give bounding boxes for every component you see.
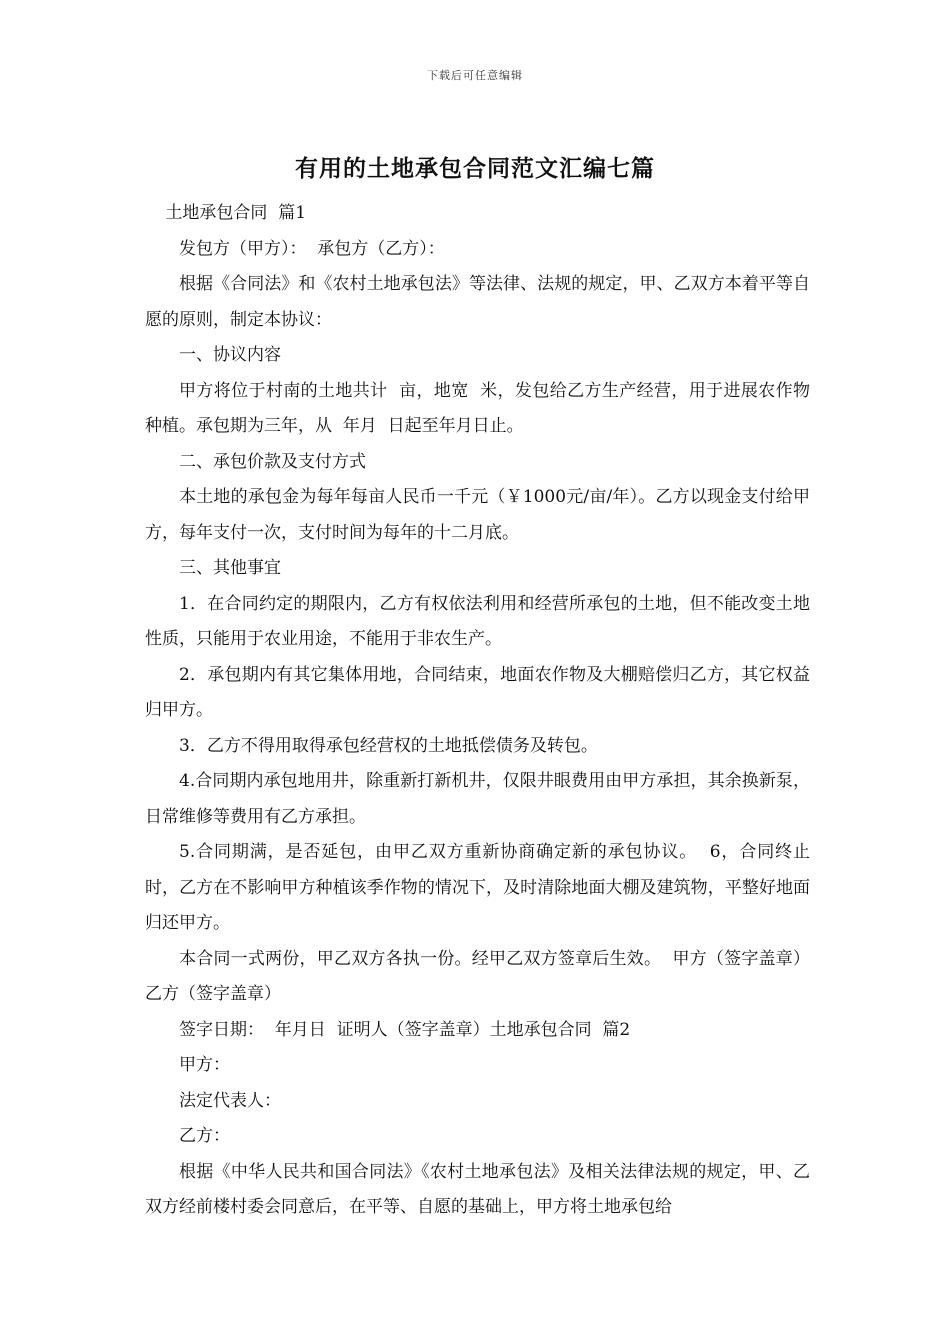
paragraph-content: 甲方将位于村南的土地共计 亩，地宽 米，发包给乙方生产经营，用于进展农作物种植。承包期为三年，从 年月 日起至年月日止。 (145, 380, 810, 436)
paragraph-payment: 本土地的承包金为每年每亩人民币一千元（￥1000元/亩/年）。乙方以现金支付给甲方，每年支付一次，支付时间为每年的十二月底。 (145, 487, 810, 543)
clause-heading-3: 三、其他事宜 (179, 558, 281, 578)
item-4: 4.合同期内承包地用井，除重新打新机井，仅限井眼费用由甲方承担，其余换新泵，日常维修等费用有乙方承担。 (145, 771, 810, 827)
party-b-line: 乙方： (179, 1126, 230, 1146)
document-title: 有用的土地承包合同范文汇编七篇 (295, 155, 655, 182)
paragraph-basis-part-2: 根据《中华人民共和国合同法》《农村土地承包法》及相关法律法规的规定，甲、乙双方经前楼村委会同意后，在平等、自愿的基础上，甲方将土地承包给 (145, 1161, 810, 1217)
signature-date-line: 签字日期： 年月日 证明人（签字盖章）土地承包合同 篇2 (179, 1019, 631, 1040)
clause-heading-2: 二、承包价款及支付方式 (179, 451, 366, 472)
legal-rep-line: 法定代表人： (179, 1090, 281, 1111)
clause-heading-1: 一、协议内容 (179, 345, 281, 365)
party-a-line: 甲方： (179, 1055, 230, 1075)
item-5-6: 5.合同期满，是否延包，由甲乙双方重新协商确定新的承包协议。 6，合同终止时，乙方在不影响甲方种植该季作物的情况下，及时清除地面大棚及建筑物，平整好地面归还甲方。 (145, 842, 810, 933)
item-3: 3．乙方不得用取得承包经营权的土地抵偿债务及转包。 (179, 735, 598, 756)
document-body (145, 196, 821, 1226)
section-heading-part-1: 土地承包合同 篇1 (165, 203, 307, 223)
paragraph-basis: 根据《合同法》和《农村土地承包法》等法律、法规的规定，甲、乙双方本着平等自愿的原则，制定本协议： (145, 274, 810, 330)
parties-line: 发包方（甲方）： 承包方（乙方）： (179, 238, 445, 259)
item-1: 1．在合同约定的期限内，乙方有权依法利用和经营所承包的土地，但不能改变土地性质，只能用于农业用途，不能用于非农生产。 (145, 593, 810, 649)
header-note: 下载后可任意编辑 (427, 69, 523, 82)
item-2: 2．承包期内有其它集体用地，合同结束，地面农作物及大棚赔偿归乙方，其它权益归甲方。 (145, 664, 810, 720)
paragraph-copies: 本合同一式两份，甲乙双方各执一份。经甲乙双方签章后生效。 甲方（签字盖章） 乙方（签字盖章） (145, 948, 821, 1004)
